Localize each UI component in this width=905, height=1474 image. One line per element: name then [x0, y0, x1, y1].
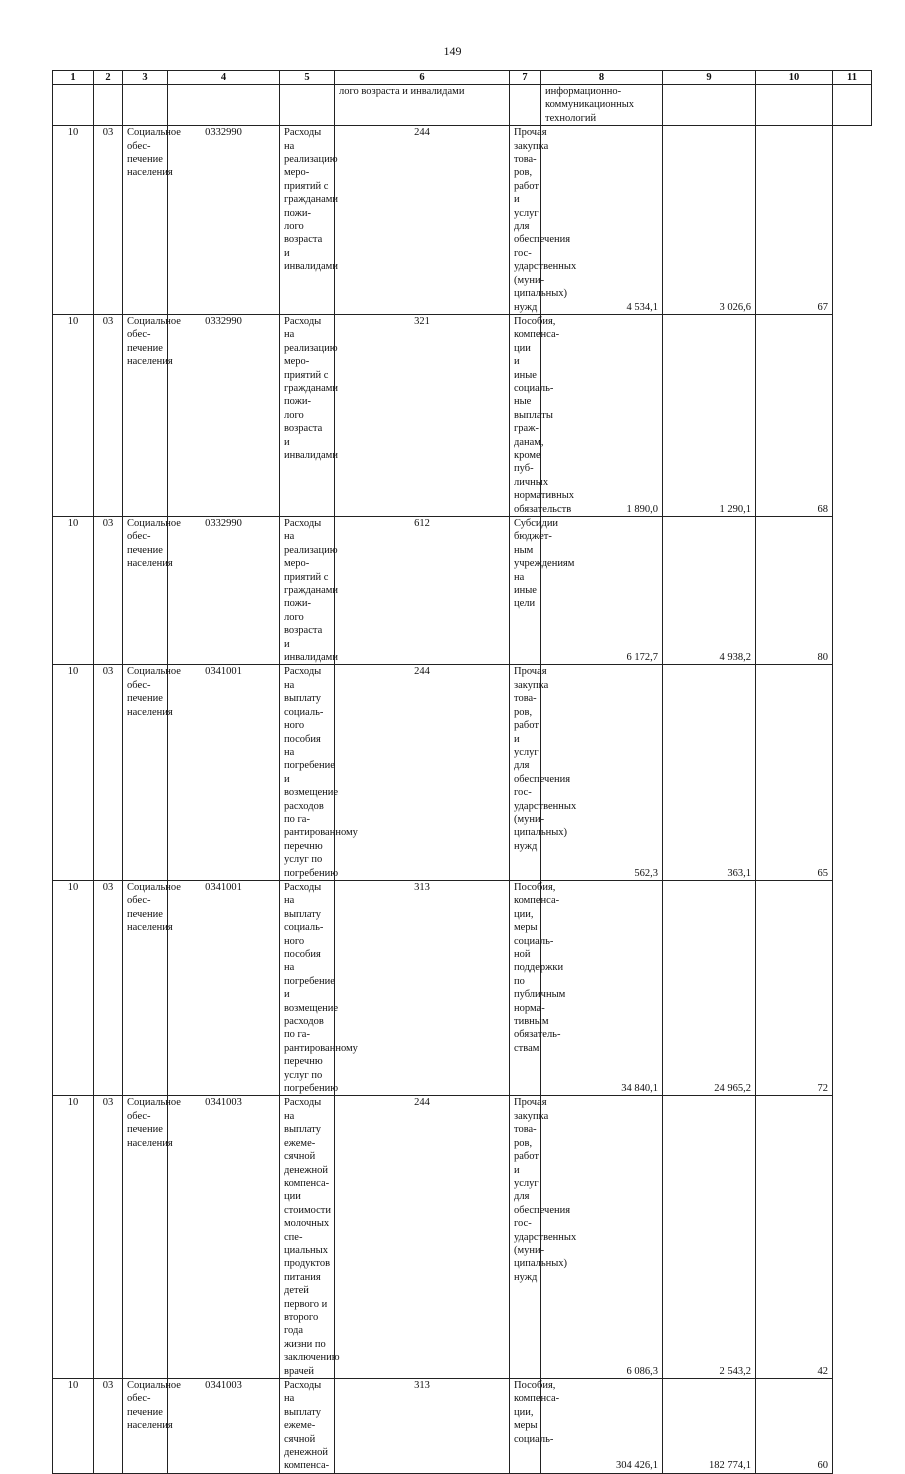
subsection-cell: 03 [94, 314, 123, 516]
section-cell: 10 [53, 1096, 94, 1379]
table-row-continuation [53, 85, 872, 126]
planned-amount-cell: 304 426,1 [541, 1379, 663, 1474]
expense-type-cell: Пособия, компенса- ции и иные социаль- ные выплаты граж- данам, кроме пуб- личных нормативных обязательств [510, 314, 541, 516]
section-cell: 10 [53, 126, 94, 315]
expense-code-cell: 612 [335, 517, 510, 665]
expense-description-cell: Расходы на реализацию меро- приятий с гражданами пожи- лого возраста и инвалидами [280, 517, 335, 665]
expense-code-cell: 321 [335, 314, 510, 516]
section-name-cell: Социальное обес- печение населения [123, 1379, 168, 1474]
section-cell: 10 [53, 314, 94, 516]
subsection-cell: 03 [94, 517, 123, 665]
section-cell: 10 [53, 665, 94, 881]
target-code-cell: 0341001 [168, 665, 280, 881]
target-code-cell: 0341003 [168, 1096, 280, 1379]
target-code-cell: 0332990 [168, 517, 280, 665]
table-row [53, 314, 872, 516]
empty-cell [510, 85, 541, 126]
percent-cell: 42 [756, 1096, 833, 1379]
expense-description-cell: Расходы на выплату ежеме- сячной денежной компенса- ции стоимости молочных спе- циальных продуктов питания детей первого и второго года жизни по заключению врачей [280, 1096, 335, 1379]
expense-type-cell: информационно- коммуникационных технологий [541, 85, 663, 126]
budget-table [52, 70, 872, 1474]
section-name-cell: Социальное обес- печение населения [123, 665, 168, 881]
expense-description-cell: лого возраста и инвалидами [335, 85, 510, 126]
actual-amount-cell: 2 543,2 [663, 1096, 756, 1379]
header-cell: 3 [123, 71, 168, 85]
expense-code-cell: 244 [335, 1096, 510, 1379]
header-cell: 8 [541, 71, 663, 85]
actual-amount-cell: 1 290,1 [663, 314, 756, 516]
expense-type-cell: Прочая закупка това- ров, работ и услуг для обеспечения гос- ударственных (муни- ципальных) нужд [510, 665, 541, 881]
empty-cell [756, 85, 833, 126]
empty-cell [280, 85, 335, 126]
planned-amount-cell: 562,3 [541, 665, 663, 881]
table-row [53, 880, 872, 1096]
subsection-cell: 03 [94, 1096, 123, 1379]
subsection-cell: 03 [94, 1379, 123, 1474]
target-code-cell: 0332990 [168, 314, 280, 516]
table-row [53, 665, 872, 881]
actual-amount-cell: 363,1 [663, 665, 756, 881]
empty-cell [94, 85, 123, 126]
planned-amount-cell: 34 840,1 [541, 880, 663, 1096]
percent-cell: 72 [756, 880, 833, 1096]
table-row [53, 517, 872, 665]
target-code-cell: 0341003 [168, 1379, 280, 1474]
section-cell: 10 [53, 517, 94, 665]
expense-code-cell: 313 [335, 880, 510, 1096]
percent-cell: 67 [756, 126, 833, 315]
header-cell: 10 [756, 71, 833, 85]
planned-amount-cell: 4 534,1 [541, 126, 663, 315]
actual-amount-cell: 182 774,1 [663, 1379, 756, 1474]
section-name-cell: Социальное обес- печение населения [123, 1096, 168, 1379]
header-row [53, 71, 872, 85]
empty-cell [123, 85, 168, 126]
section-name-cell: Социальное обес- печение населения [123, 126, 168, 315]
percent-cell: 68 [756, 314, 833, 516]
header-cell: 9 [663, 71, 756, 85]
expense-type-cell: Прочая закупка това- ров, работ и услуг для обеспечения гос- ударственных (муни- ципальных) нужд [510, 1096, 541, 1379]
expense-description-cell: Расходы на реализацию меро- приятий с гражданами пожи- лого возраста и инвалидами [280, 126, 335, 315]
expense-description-cell: Расходы на реализацию меро- приятий с гражданами пожи- лого возраста и инвалидами [280, 314, 335, 516]
expense-type-cell: Пособия, компенса- ции, меры социаль- ной поддержки по публичным норма- тивным обязатель- ствам [510, 880, 541, 1096]
expense-description-cell: Расходы на выплату социаль- ного пособия на погребение и возмещение расходов по га- рантированному перечню услуг по погребению [280, 880, 335, 1096]
expense-type-cell: Пособия, компенса- ции, меры социаль- [510, 1379, 541, 1474]
section-name-cell: Социальное обес- печение населения [123, 880, 168, 1096]
empty-cell [53, 85, 94, 126]
target-code-cell: 0341001 [168, 880, 280, 1096]
target-code-cell: 0332990 [168, 126, 280, 315]
table-row [53, 1379, 872, 1474]
expense-code-cell: 244 [335, 665, 510, 881]
empty-cell [168, 85, 280, 126]
section-name-cell: Социальное обес- печение населения [123, 517, 168, 665]
percent-cell: 80 [756, 517, 833, 665]
percent-cell: 65 [756, 665, 833, 881]
planned-amount-cell: 1 890,0 [541, 314, 663, 516]
expense-description-cell: Расходы на выплату социаль- ного пособия на погребение и возмещение расходов по га- рантированному перечню услуг по погребению [280, 665, 335, 881]
table-row [53, 126, 872, 315]
section-name-cell: Социальное обес- печение населения [123, 314, 168, 516]
expense-code-cell: 244 [335, 126, 510, 315]
expense-type-cell: Субсидии бюджет- ным учреждениям на иные цели [510, 517, 541, 665]
empty-cell [663, 85, 756, 126]
header-cell: 2 [94, 71, 123, 85]
header-cell: 4 [168, 71, 280, 85]
expense-type-cell: Прочая закупка това- ров, работ и услуг для обеспечения гос- ударственных (муни- ципальных) нужд [510, 126, 541, 315]
expense-code-cell: 313 [335, 1379, 510, 1474]
actual-amount-cell: 4 938,2 [663, 517, 756, 665]
planned-amount-cell: 6 172,7 [541, 517, 663, 665]
empty-cell [833, 85, 872, 126]
table-row [53, 1096, 872, 1379]
expense-description-cell: Расходы на выплату ежеме- сячной денежной компенса- [280, 1379, 335, 1474]
section-cell: 10 [53, 880, 94, 1096]
header-cell: 11 [833, 71, 872, 85]
section-cell: 10 [53, 1379, 94, 1474]
actual-amount-cell: 24 965,2 [663, 880, 756, 1096]
actual-amount-cell: 3 026,6 [663, 126, 756, 315]
subsection-cell: 03 [94, 880, 123, 1096]
subsection-cell: 03 [94, 126, 123, 315]
page-number: 149 [443, 44, 462, 58]
percent-cell: 60 [756, 1379, 833, 1474]
subsection-cell: 03 [94, 665, 123, 881]
header-cell: 1 [53, 71, 94, 85]
header-cell: 7 [510, 71, 541, 85]
header-cell: 5 [280, 71, 335, 85]
planned-amount-cell: 6 086,3 [541, 1096, 663, 1379]
header-cell: 6 [335, 71, 510, 85]
